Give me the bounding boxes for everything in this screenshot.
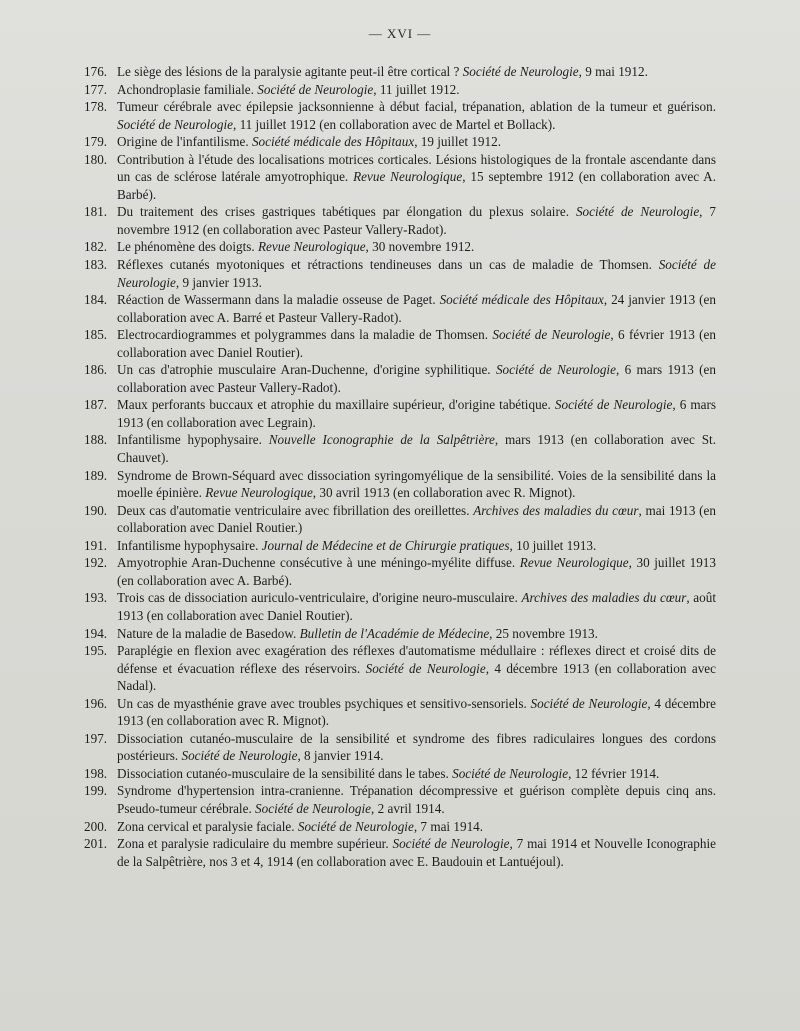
bibliography-entry [84,63,716,81]
entry-title: Le siège des lésions de la paralysie agitante peut-il être cortical ? [117,64,463,79]
entry-number: 185. [84,327,108,343]
entry-title: Dissociation cutanéo-musculaire de la sensibilité dans le tabes. [117,765,453,781]
entry-details: , août 1913 (en collaboration avec Daniel Routier). [117,590,716,623]
entry-title: Origine de l'infantilisme. [117,134,252,150]
entry-number: 181. [84,204,108,220]
entry-details: , 9 janvier 1913. [175,274,262,290]
entry-title: Le phénomène des doigts. [117,239,258,255]
entry-title: Contribution à l'étude des localisations motrices corticales. Lésions histologiques de la frontale ascendante dans un cas de sclérose latérale amyotrophique. [117,151,716,185]
entry-title: Un cas de myasthénie grave avec troubles psychiques et sensitivo-sensoriels. [117,695,531,711]
entry-number: 197. [84,730,108,746]
entry-title: Syndrome d'hypertension intra-cranienne. Trépanation décompressive et guérison complète depuis cinq ans. Pseudo-tumeur cérébrale. [117,783,716,816]
bibliography-entry [84,765,716,783]
entry-details: , 10 juillet 1913. [509,537,597,553]
entry-title: Du traitement des crises gastriques tabétiques par élongation du plexus solaire. [117,204,576,220]
entry-journal: Société de Neurologie [117,257,716,290]
entry-details: , 25 novembre 1913. [489,625,598,641]
entry-journal: Société médicale des Hôpitaux [251,134,415,150]
entry-title: Zona et paralysie radiculaire du membre supérieur. [117,836,393,852]
entry-number: 192. [84,555,108,571]
entry-journal: Société de Neurologie [392,836,510,852]
bibliography-entry [84,151,716,204]
entry-journal: Société médicale des Hôpitaux [439,292,604,308]
entry-number: 193. [84,590,108,606]
bibliography-entry [84,361,716,396]
entry-title: Electrocardiogrammes et polygrammes dans la maladie de Thomsen. [117,327,493,343]
entry-details: , 4 décembre 1913 (en collaboration avec Nadal). [117,660,716,694]
entry-journal: Société de Neurologie [492,327,611,343]
entry-number: 183. [84,257,108,273]
entry-journal: Société de Neurologie [575,204,700,220]
entry-journal: Journal de Médecine et de Chirurgie pratiques [261,537,510,553]
bibliography-entry [84,818,716,836]
entry-details: , 19 juillet 1912. [414,134,502,150]
entry-number: 184. [84,292,108,308]
entry-details: , 30 avril 1913 (en collaboration avec R. Mignot). [312,485,576,501]
entry-details: , 24 janvier 1913 (en collaboration avec A. Barré et Pasteur Vallery-Radot). [117,292,716,325]
entry-journal: Société de Neurologie [452,765,569,781]
entry-journal: Nouvelle Iconographie de la Salpêtrière [268,432,495,448]
entry-journal: Société de Neurologie [462,64,579,79]
bibliography-entry [84,695,716,730]
entry-journal: Société de Neurologie [257,81,374,97]
bibliography-entry [84,537,716,555]
entry-journal: Société de Neurologie [255,800,372,816]
entry-journal: Société de Neurologie [495,362,616,378]
entry-number: 201. [84,836,108,852]
bibliography-entry [84,326,716,361]
entry-title: Trois cas de dissociation auriculo-ventriculaire, d'origine neuro-musculaire. [117,590,522,606]
entry-details: , 30 novembre 1912. [365,239,475,255]
bibliography-entry [84,589,716,624]
bibliography-entry [84,730,716,765]
bibliography-entry [84,256,716,291]
entry-journal: Société de Neurologie [365,660,486,676]
entry-number: 189. [84,467,108,483]
entry-details: , 6 mars 1913 (en collaboration avec Legrain). [117,397,716,430]
entry-details: , 8 janvier 1914. [297,748,384,764]
entry-number: 196. [84,695,108,711]
page-number-header: — XVI — [368,26,432,41]
entry-title: Tumeur cérébrale avec épilepsie jacksonnienne à début facial, trépanation, ablation de la tumeur et guérison. [117,99,716,115]
entry-journal: Société de Neurologie [530,695,648,711]
entry-number: 199. [84,783,108,799]
bibliography-entry [84,782,716,817]
entry-title: Amyotrophie Aran-Duchenne consécutive à une méningo-myélite diffuse. [117,555,520,571]
entry-number: 194. [84,625,108,641]
bibliography-entry [84,431,716,466]
bibliography-entry [84,554,716,589]
bibliography-entry [84,396,716,431]
bibliography-entry [84,467,716,502]
entry-journal: Bulletin de l'Académie de Médecine [299,625,490,641]
entry-journal: Revue Neurologique [519,555,629,571]
bibliography-entry [84,291,716,326]
entry-number: 180. [84,151,108,167]
bibliography-entry [84,625,716,643]
entry-journal: Revue Neurologique [353,169,463,185]
entry-number: 182. [84,239,108,255]
entry-number: 191. [84,537,108,553]
bibliography-entry [84,98,716,133]
entry-details: , 9 mai 1912. [578,64,648,79]
bibliography-entry [84,133,716,151]
entry-number: 177. [84,81,108,97]
entry-title: Réflexes cutanés myotoniques et rétractions tendineuses dans un cas de maladie de Thomsen. [117,257,659,273]
entry-number: 186. [84,362,108,378]
bibliography-entry [84,238,716,256]
entry-journal: Société de Neurologie [117,116,233,132]
entry-journal: Archives des maladies du cœur [473,502,639,518]
bibliography-entry [84,835,716,870]
entry-details: , 6 février 1913 (en collaboration avec Daniel Routier). [117,327,716,360]
entry-details: , 11 juillet 1912 (en collaboration avec de Martel et Bollack). [232,116,556,132]
entry-title: Dissociation cutanéo-musculaire de la sensibilité et syndrome des fibres radiculaires longues des cordons postérieurs. [117,730,716,764]
bibliography-list [84,63,716,870]
entry-journal: Société de Neurologie [297,818,414,834]
entry-number: 200. [84,818,108,834]
entry-title: Syndrome de Brown-Séquard avec dissociation syringomyélique de la sensibilité. Voies de la sensibilité dans la moelle épinière. [117,467,716,501]
entry-title: Un cas d'atrophie musculaire Aran-Duchenne, d'origine syphilitique. [117,362,496,378]
entry-number: 195. [84,643,108,659]
entry-details: , 30 juillet 1913 (en collaboration avec A. Barbé). [117,555,716,588]
entry-title: Maux perforants buccaux et atrophie du maxillaire supérieur, d'origine tabétique. [117,397,555,413]
entry-number: 176. [84,64,108,79]
entry-details: , 4 décembre 1913 (en collaboration avec R. Mignot). [117,695,716,729]
entry-title: Infantilisme hypophysaire. [117,537,262,553]
entry-details: , 11 juillet 1912. [373,81,460,97]
entry-details: , mai 1913 (en collaboration avec Daniel Routier.) [117,502,716,536]
entry-details: , 7 novembre 1912 (en collaboration avec Pasteur Vallery-Radot). [117,204,716,237]
entry-title: Deux cas d'automatie ventriculaire avec fibrillation des oreillettes. [117,502,474,518]
entry-journal: Archives des maladies du cœur [521,590,687,606]
entry-number: 190. [84,502,108,518]
entry-number: 198. [84,765,108,781]
entry-title: Infantilisme hypophysaire. [117,432,269,448]
entry-details: , mars 1913 (en collaboration avec St. Chauvet). [117,432,717,466]
entry-number: 187. [84,397,108,413]
entry-number: 178. [84,99,108,115]
entry-details: , 12 février 1914. [568,765,660,781]
entry-title: Zona cervical et paralysie faciale. [117,818,298,834]
entry-title: Achondroplasie familiale. [117,81,258,97]
bibliography-entry [84,642,716,695]
bibliography-entry [84,203,716,238]
entry-details: , 7 mai 1914. [413,818,484,834]
entry-journal: Société de Neurologie [554,397,673,413]
entry-number: 179. [84,134,108,150]
entry-title: Réaction de Wassermann dans la maladie osseuse de Paget. [117,292,440,308]
bibliography-entry [84,502,716,537]
entry-details: , 7 mai 1914 et Nouvelle Iconographie de la Salpêtrière, nos 3 et 4, 1914 (en collaboration avec E. Baudouin et Lantuéjoul). [117,836,716,869]
entry-journal: Revue Neurologique [258,239,366,255]
entry-title: Nature de la maladie de Basedow. [117,625,300,641]
entry-details: , 6 mars 1913 (en collaboration avec Pasteur Vallery-Radot). [117,362,717,395]
entry-number: 188. [84,432,108,448]
entry-details: , 2 avril 1914. [371,800,445,816]
entry-title: Paraplégie en flexion avec exagération des réflexes d'automatisme médullaire : réflexes direct et croisé dits de défense et évacuation réflexe des réservoirs. [117,643,716,676]
bibliography-entry [84,81,716,99]
entry-details: , 15 septembre 1912 (en collaboration avec A. Barbé). [117,169,717,202]
entry-journal: Société de Neurologie [181,748,298,764]
entry-journal: Revue Neurologique [205,485,313,501]
